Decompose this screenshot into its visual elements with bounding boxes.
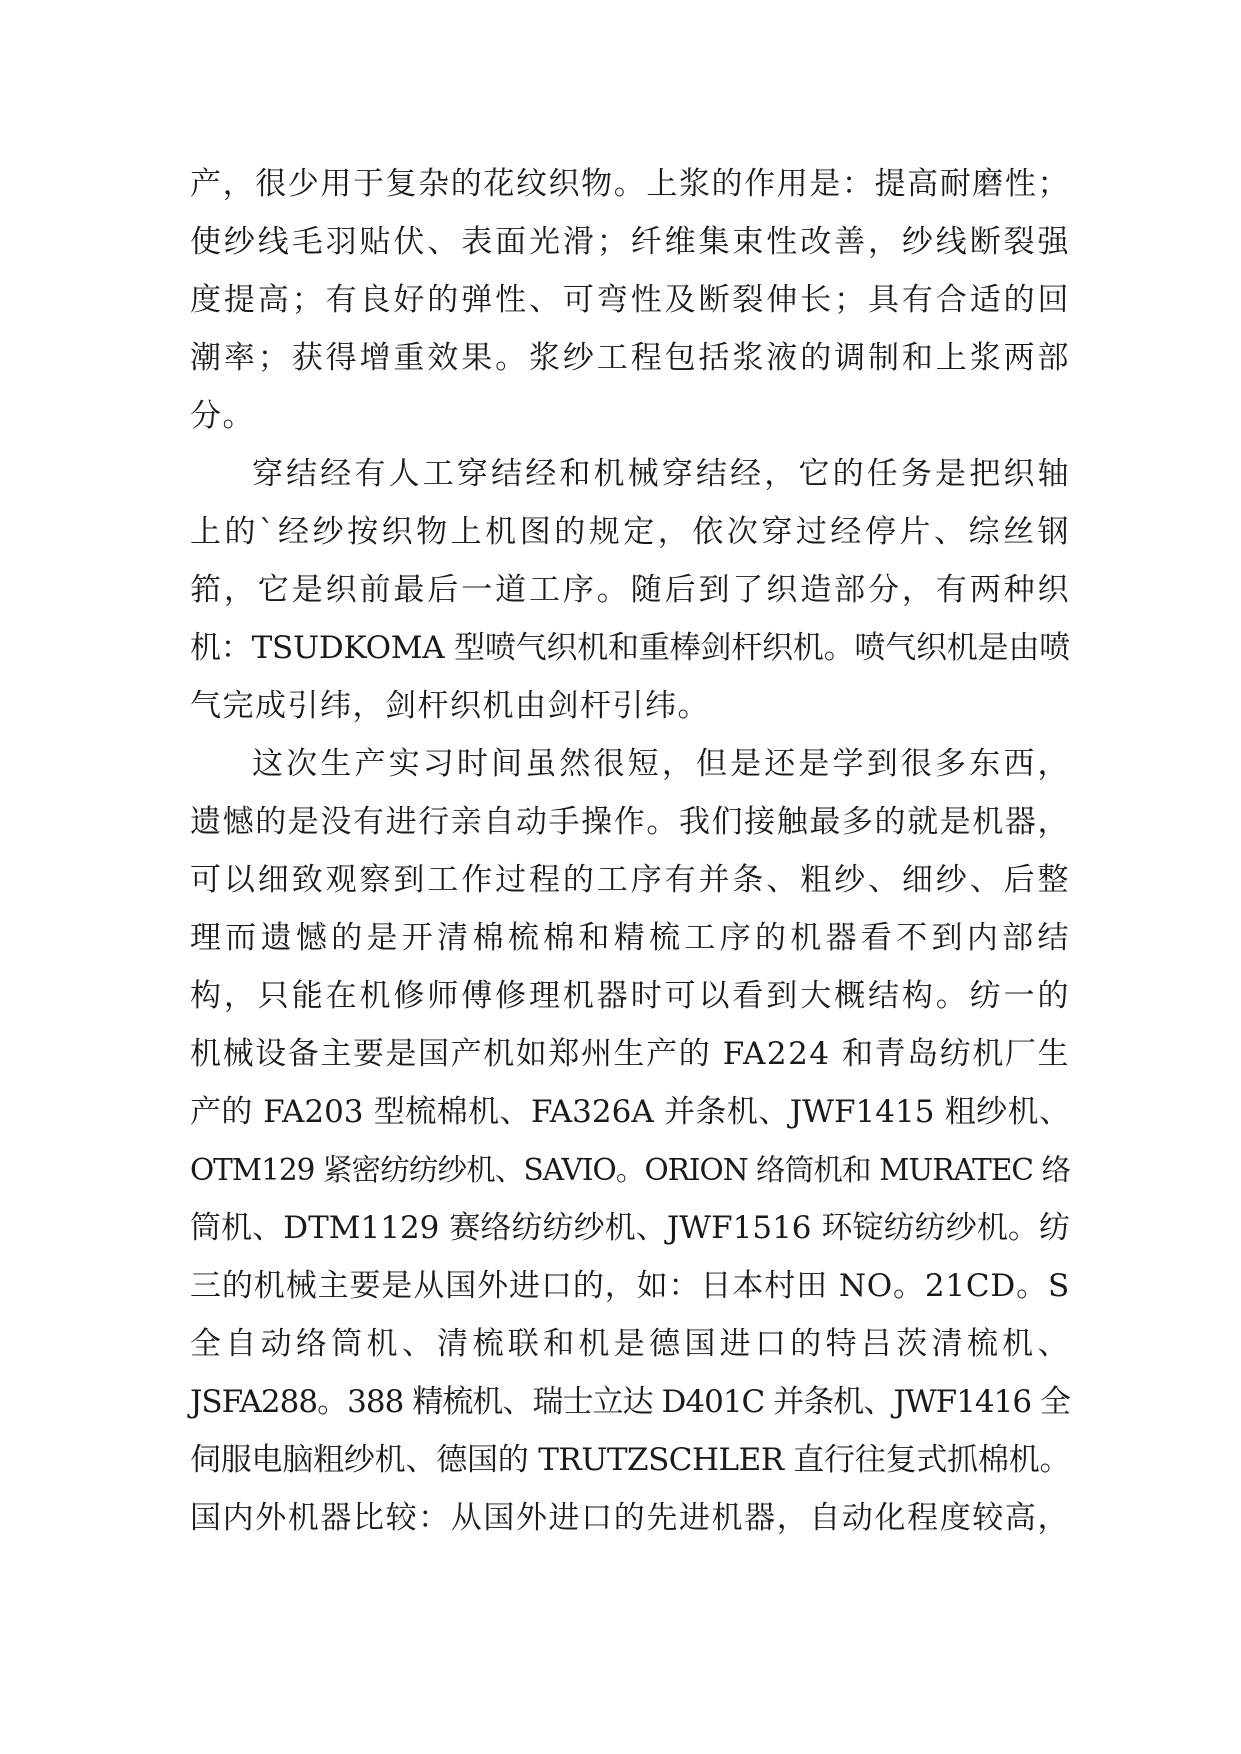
- paragraph-line: 构，只能在机修师傅修理机器时可以看到大概结构。纺一的: [190, 978, 1070, 1014]
- paragraph-line: 国内外机器比较：从国外进口的先进机器，自动化程度较高，: [190, 1500, 1070, 1536]
- paragraph-line: 使纱线毛羽贴伏、表面光滑；纤维集束性改善，纱线断裂强: [190, 224, 1070, 260]
- paragraph-line: 全自动络筒机、清梳联和机是德国进口的特吕茨清梳机、: [190, 1326, 1070, 1362]
- paragraph-line: 筒机、DTM1129 赛络纺纺纱机、JWF1516 环锭纺纺纱机。纺: [190, 1210, 1070, 1246]
- paragraph-line: 伺服电脑粗纱机、德国的 TRUTZSCHLER 直行往复式抓棉机。: [190, 1442, 1070, 1478]
- paragraph-line: OTM129 紧密纺纺纱机、SAVIO。ORION 络筒机和 MURATEC 络: [190, 1153, 1070, 1187]
- paragraph-line: 理而遗憾的是开清棉梳棉和精梳工序的机器看不到内部结: [190, 920, 1070, 956]
- paragraph-line: 遗憾的是没有进行亲自动手操作。我们接触最多的就是机器，: [190, 804, 1070, 840]
- paragraph-line: 潮率；获得增重效果。浆纱工程包括浆液的调制和上浆两部: [190, 340, 1070, 376]
- paragraph-line: 分。: [190, 398, 255, 434]
- paragraph-line: 可以细致观察到工作过程的工序有并条、粗纱、细纱、后整: [190, 862, 1070, 898]
- paragraph-line: 机：TSUDKOMA 型喷气织机和重棒剑杆织机。喷气织机是由喷: [190, 630, 1070, 666]
- paragraph-line: 上的`经纱按织物上机图的规定，依次穿过经停片、综丝钢: [190, 514, 1070, 550]
- paragraph-line: 气完成引纬，剑杆织机由剑杆引纬。: [190, 688, 710, 724]
- paragraph-line: 产，很少用于复杂的花纹织物。上浆的作用是：提高耐磨性；: [190, 166, 1070, 202]
- paragraph-line: 这次生产实习时间虽然很短，但是还是学到很多东西，: [252, 746, 1070, 782]
- paragraph-line: 穿结经有人工穿结经和机械穿结经，它的任务是把织轴: [252, 456, 1070, 492]
- paragraph-line: 三的机械主要是从国外进口的，如：日本村田 NO。21CD。S: [190, 1268, 1070, 1304]
- paragraph-line: 机械设备主要是国产机如郑州生产的 FA224 和青岛纺机厂生: [190, 1036, 1070, 1072]
- paragraph-line: 筘，它是织前最后一道工序。随后到了织造部分，有两种织: [190, 572, 1070, 608]
- paragraph-line: 产的 FA203 型梳棉机、FA326A 并条机、JWF1415 粗纱机、: [190, 1094, 1070, 1130]
- paragraph-line: 度提高；有良好的弹性、可弯性及断裂伸长；具有合适的回: [190, 282, 1070, 318]
- paragraph-line: JSFA288。388 精梳机、瑞士立达 D401C 并条机、JWF1416 全: [190, 1384, 1070, 1420]
